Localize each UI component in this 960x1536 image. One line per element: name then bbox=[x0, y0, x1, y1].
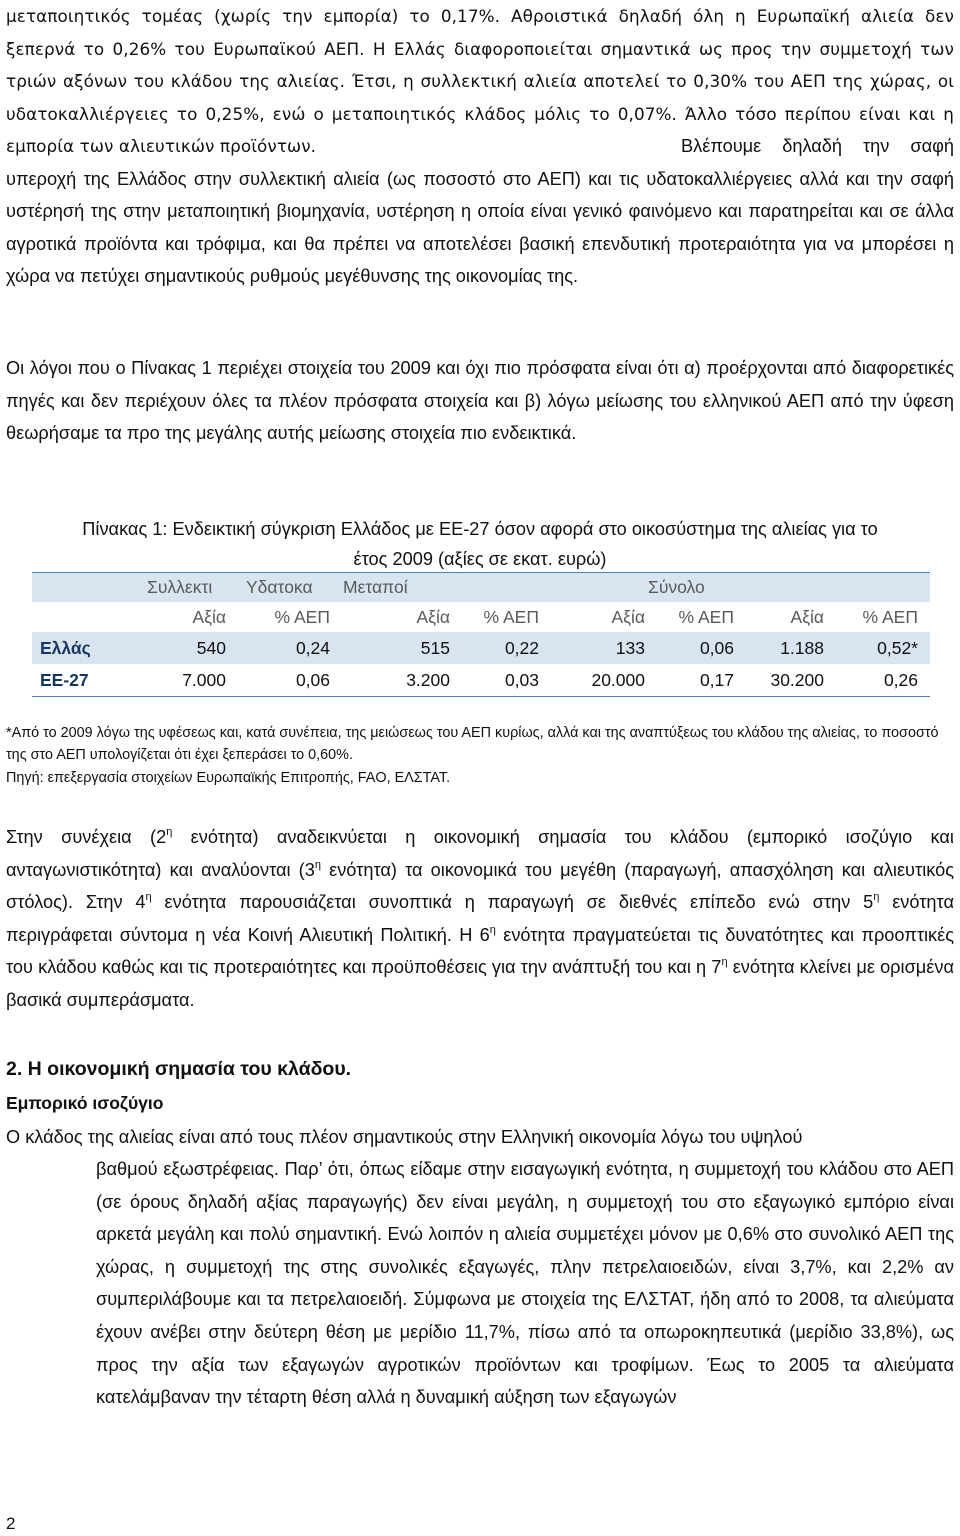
intro-line: υπεροχή της Ελλάδος στην συλλεκτική αλιεία (ως ποσοστό στο ΑΕΠ) και τις υδατοκαλλιέργειες αλλά bbox=[6, 168, 839, 189]
table-group-header: Μεταποί bbox=[343, 577, 408, 597]
intro-line: του ΑΕΠ της χώρας, οι υδατοκαλλιέργειες το 0,25%, ενώ ο μεταποιητικός κλάδος μόλις το 0,07%. bbox=[6, 71, 954, 124]
ordinal-superscript: η bbox=[166, 825, 173, 838]
table-subheader: Αξία bbox=[416, 607, 450, 627]
table-cell: 30.200 bbox=[770, 670, 824, 690]
text-run: ενότητα) αναδεικνύεται η οικονομική σημασία του κλάδου (εμπορικό ισοζύγιο και ανταγωνιστικότητα) και αναλύονται (3 bbox=[6, 827, 954, 880]
table-row-label: Ελλάς bbox=[40, 638, 91, 658]
table-subheader: Αξία bbox=[611, 607, 645, 627]
table-cell: 133 bbox=[615, 638, 645, 658]
section-heading: 2. Η οικονομική σημασία του κλάδου. bbox=[6, 1058, 352, 1080]
table-cell: 3.200 bbox=[406, 670, 450, 690]
text-run: ενότητα κλείνει με ορισμένα βασικά συμπεράσματα. bbox=[6, 957, 954, 1010]
table-cell: 0,17 bbox=[699, 670, 734, 690]
table-cell: 0,06 bbox=[699, 638, 734, 658]
table-group-header: Σύνολο bbox=[648, 577, 705, 597]
table-cell: 515 bbox=[420, 638, 450, 658]
comparison-table bbox=[32, 572, 930, 696]
intro-line: αποτελέσει βασική επενδυτική προτεραιότητα για να μπορέσει η χώρα να πετύχει σημαντικούς bbox=[6, 233, 955, 287]
table-caption-line: έτος 2009 (αξίες σε εκατ. ευρώ) bbox=[353, 549, 607, 569]
reasons-paragraph: Οι λόγοι που ο Πίνακας 1 περιέχει στοιχεία του 2009 και όχι πιο πρόσφατα είναι ότι α) προέρχονται από διαφορετικές πηγές και δεν περιέχουν όλες τα πλέον πρόσφατα στοιχεία και β) λόγω μείωσης του ελληνικού ΑΕΠ από την ύφεση θεωρήσαμε τα προ της μεγάλης αυτής μείωσης στοιχεία πιο ενδεικτικά. bbox=[6, 358, 954, 444]
table-subheader: % ΑΕΠ bbox=[274, 607, 330, 627]
ordinal-superscript: η bbox=[721, 956, 728, 969]
table-subheader: % ΑΕΠ bbox=[483, 607, 539, 627]
table-cell: 0,06 bbox=[295, 670, 330, 690]
ordinal-superscript: η bbox=[145, 891, 152, 904]
structure-paragraph bbox=[6, 821, 954, 1017]
table-row-label: ΕΕ-27 bbox=[40, 670, 89, 690]
table-footnote: *Από το 2009 λόγω της υφέσεως και, κατά συνέπεια, της μειώσεως του ΑΕΠ κυρίως, αλλά και της αναπτύξεως του κλάδου της αλιείας, το ποσοστό της στο ΑΕΠ υπολογίζεται ότι έχει ξεπεράσει το 0,60%. bbox=[6, 725, 939, 763]
table-subheader: Αξία bbox=[790, 607, 824, 627]
intro-line: και την σαφή υστέρησή της στην μεταποιητική βιομηχανία, υστέρηση η οποία είναι γενικό bbox=[6, 168, 955, 222]
text-run: ενότητα παρουσιάζεται συνοπτικά η παραγωγή σε διεθνές επίπεδο ενώ στην 5 bbox=[151, 892, 874, 913]
ordinal-superscript: η bbox=[314, 858, 321, 871]
section-first-line: Ο κλάδος της αλιείας είναι από τους πλέον σημαντικούς στην Ελληνική οικονομία λόγω του υψηλού bbox=[6, 1127, 803, 1147]
table-subheader: % ΑΕΠ bbox=[678, 607, 734, 627]
intro-line: δεν ξεπερνά το 0,26% του Ευρωπαϊκού ΑΕΠ. Η Ελλάς διαφοροποιείται σημαντικά ως προς την bbox=[6, 6, 954, 59]
intro-line: μεταποιητικός τομέας (χωρίς την εμπορία) το 0,17%. Αθροιστικά δηλαδή όλη η Ευρωπαϊκή αλιεία bbox=[6, 6, 915, 26]
table-source: Πηγή: επεξεργασία στοιχείων Ευρωπαϊκής Επιτροπής, FAO, ΕΛΣΤΑΤ. bbox=[6, 770, 451, 786]
page-number: 2 bbox=[6, 1514, 16, 1533]
table-cell: 0,26 bbox=[883, 670, 918, 690]
intro-paragraph-continued bbox=[6, 130, 954, 293]
intro-line: φαινόμενο και παρατηρείται και σε άλλα αγροτικά προϊόντα και τρόφιμα, και θα πρέπει να bbox=[6, 201, 954, 254]
table-cell: 0,22 bbox=[504, 638, 539, 658]
intro-line: Άλλο τόσο περίπου είναι και η εμπορία των αλιευτικών προϊόντων. bbox=[6, 103, 954, 157]
subsection-heading: Εμπορικό ισοζύγιο bbox=[6, 1093, 164, 1113]
table-subheader: Αξία bbox=[192, 607, 226, 627]
table-cell: 0,03 bbox=[504, 670, 539, 690]
table-cell: 1.188 bbox=[780, 638, 824, 658]
intro-line: συμμετοχή των τριών αξόνων του κλάδου της αλιείας. Έτσι, η συλλεκτική αλιεία αποτελεί το 0,30% bbox=[6, 38, 954, 92]
table-group-header: Υδατοκα bbox=[246, 577, 313, 597]
text-run: ενότητα πραγματεύεται τις δυνατότητες και προοπτικές του κλάδου καθώς και τις προτεραιότητες και προϋποθέσεις για την ανάπτυξή του και η 7 bbox=[6, 924, 955, 978]
table-caption-line: Πίνακας 1: Ενδεικτική σύγκριση Ελλάδος με ΕΕ-27 όσον αφορά στο οικοσύστημα της αλιείας για το bbox=[82, 519, 878, 539]
section-body: βαθμού εξωστρέφειας. Παρ’ ότι, όπως είδαμε στην εισαγωγική ενότητα, η συμμετοχή του κλάδου στο ΑΕΠ (σε όρους δηλαδή αξίας παραγωγής) δεν είναι μεγάλη, η συμμετοχή του στο εξαγωγικό εμπόριο είναι αρκετά μεγάλη και πολύ σημαντική. Ενώ λοιπόν η αλιεία συμμετέχει μόνον με 0,6% στο συνολικό ΑΕΠ της χώρας, η συμμετοχή της στης συνολικές εξαγωγές, πλην πετρελαιοειδών, είναι 3,7%, και 2,2% αν συμπεριλάβουμε και τα πετρελαιοειδή. Σύμφωνα με στοιχεία της ΕΛΣΤΑΤ, ήδη από το 2008, τα αλιεύματα έχουν ανέβει στην δεύτερη θέση με μερίδιο 11,7%, πίσω από τα οπωροκηπευτικά (μερίδιο 33,8%), ως προς την αξία των εξαγωγών αγροτικών προϊόντων και τροφίμων. Έως το 2005 τα αλιεύματα κατελάμβαναν την τέταρτη θέση αλλά η δυναμική αύξηση των εξαγωγών bbox=[96, 1159, 954, 1408]
intro-line: Βλέπουμε δηλαδή την σαφή bbox=[681, 136, 954, 156]
intro-line: ρυθμούς μεγέθυνσης της οικονομίας της. bbox=[249, 266, 579, 287]
text-run: ενότητα περιγράφεται σύντομα η νέα Κοινή Αλιευτική Πολιτική. Η 6 bbox=[6, 892, 954, 945]
table-group-header: Συλλεκτι bbox=[147, 577, 213, 597]
ordinal-superscript: η bbox=[489, 923, 496, 936]
table-cell: 0,52* bbox=[877, 638, 918, 658]
table-cell: 20.000 bbox=[591, 670, 645, 690]
table-caption bbox=[6, 514, 954, 574]
table-subheader: % ΑΕΠ bbox=[862, 607, 918, 627]
table-cell: 0,24 bbox=[295, 638, 330, 658]
text-run: ενότητα) τα οικονομικά του μεγέθη (παραγωγή, απασχόληση και αλιευτικός στόλος). Στην 4 bbox=[6, 859, 954, 913]
text-run: Στην συνέχεια (2 bbox=[6, 827, 167, 847]
table-cell: 540 bbox=[196, 638, 226, 658]
ordinal-superscript: η bbox=[873, 891, 880, 904]
table-cell: 7.000 bbox=[182, 670, 226, 690]
